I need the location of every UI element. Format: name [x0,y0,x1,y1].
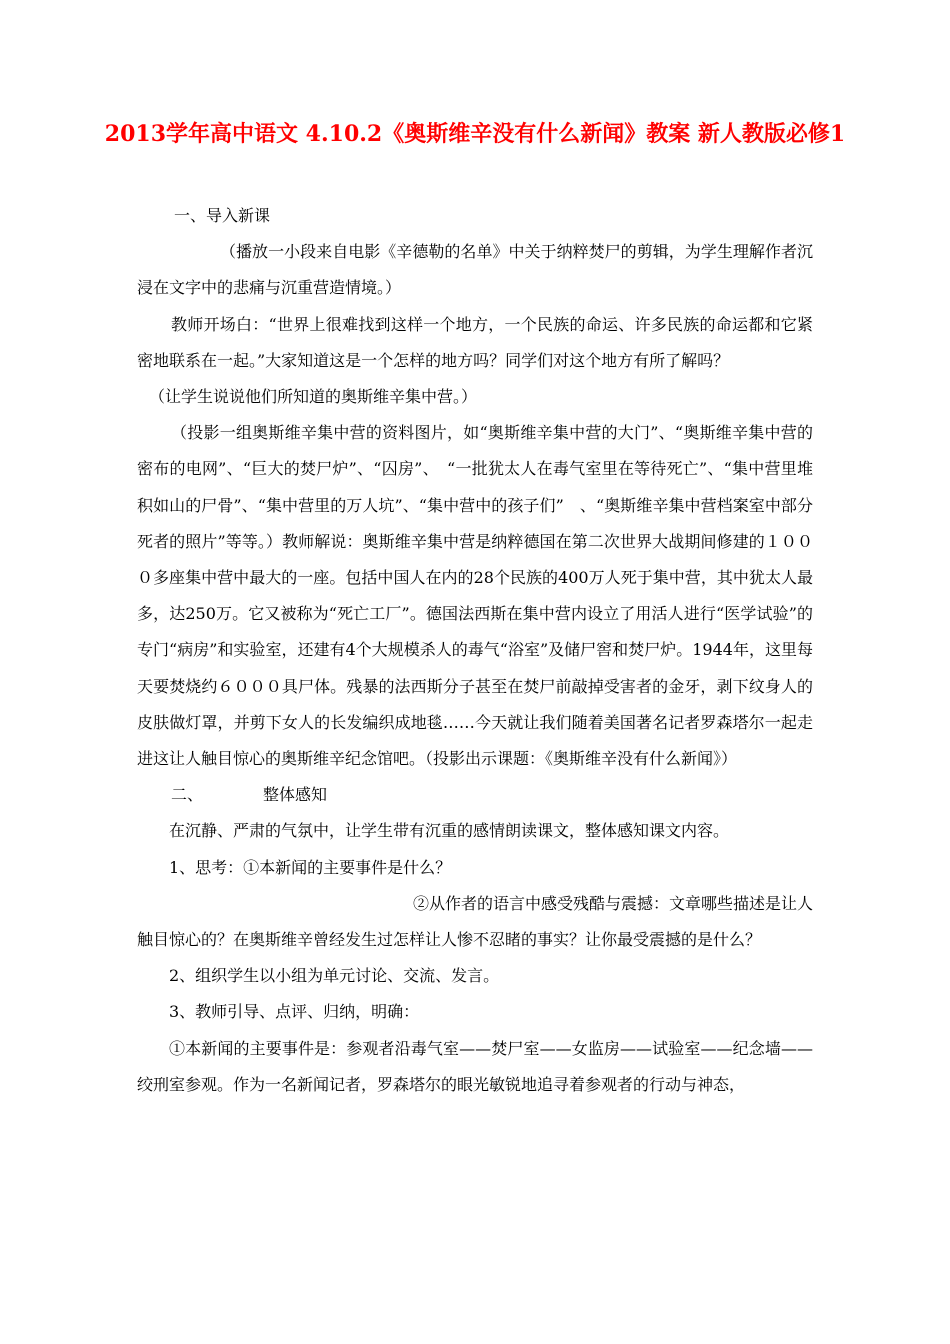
paragraph: （让学生说说他们所知道的奥斯维辛集中营。） [149,387,478,407]
section-title: 整体感知 [263,785,328,805]
document-title: 2013学年高中语文 4.10.2《奥斯维辛没有什么新闻》教案 新人教版必修1 [104,121,846,147]
paragraph: （播放一小段来自电影《辛德勒的名单》中关于纳粹焚尸的剪辑，为学生理解作者沉浸在文字中的悲痛与沉重营造情境。） [137,242,813,298]
paragraph: 1、思考：①本新闻的主要事件是什么？ [169,857,452,877]
paragraph: 2、组织学生以小组为单元讨论、交流、发言。 [169,966,500,986]
section-number: 二、 [171,785,204,805]
paragraph: 在沉静、严肃的气氛中，让学生带有沉重的感情朗读课文，整体感知课文内容。 [169,821,730,841]
paragraph: ②从作者的语言中感受残酷与震撼：文章哪些描述是让人 [412,893,813,913]
paragraph: 教师开场白：“世界上很难找到这样一个地方，一个民族的命运、许多民族的命运都和它紧密地联系在一起。”大家知道这是一个怎样的地方吗？同学们对这个地方有所了解吗？ [137,314,813,370]
document-body [137,198,813,1103]
section-heading-intro: 一、导入新课 [174,206,271,225]
paragraph: （投影一组奥斯维辛集中营的资料图片，如“奥斯维辛集中营的大门”、“奥斯维辛集中营的密布的电网”、“巨大的焚尸炉”、“囚房”、 “一批犹太人在毒气室里在等待死亡”、“集中营里堆积如山的尸骨”、“集中营里的万人坑”、“集中营中的孩子们” 、“奥斯维辛集中营档案室中部分死者的照片”等等。）教师解说：奥斯维辛集中营是纳粹德国在第二次世界大战期间修建的１０００多座集中营中最大的一座。包括中国人在内的28个民族的400万人死于集中营，其中犹太人最多，达250万。它又被称为“死亡工厂”。德国法西斯在集中营内设立了用活人进行“医学试验”的专门“病房”和实验室，还建有4个大规模杀人的毒气“浴室”及储尸窖和焚尸炉。1944年，这里每天要焚烧约６０００具尸体。残暴的法西斯分子甚至在焚尸前敲掉受害者的金牙，剥下纹身人的皮肤做灯罩，并剪下女人的长发编织成地毯……今天就让我们随着美国著名记者罗森塔尔一起走进这让人触目惊心的奥斯维辛纪念馆吧。（投影出示课题：《奥斯维辛没有什么新闻》） [137,423,813,769]
paragraph: 3、教师引导、点评、归纳，明确： [169,1002,420,1022]
section-heading-overview [137,777,813,813]
paragraph: 触目惊心的？在奥斯维辛曾经发生过怎样让人惨不忍睹的事实？让你最受震撼的是什么？ [137,930,762,950]
paragraph: ①本新闻的主要事件是：参观者沿毒气室——焚尸室——女监房——试验室——纪念墙——绞刑室参观。作为一名新闻记者，罗森塔尔的眼光敏锐地追寻着参观者的行动与神态， [137,1038,813,1094]
